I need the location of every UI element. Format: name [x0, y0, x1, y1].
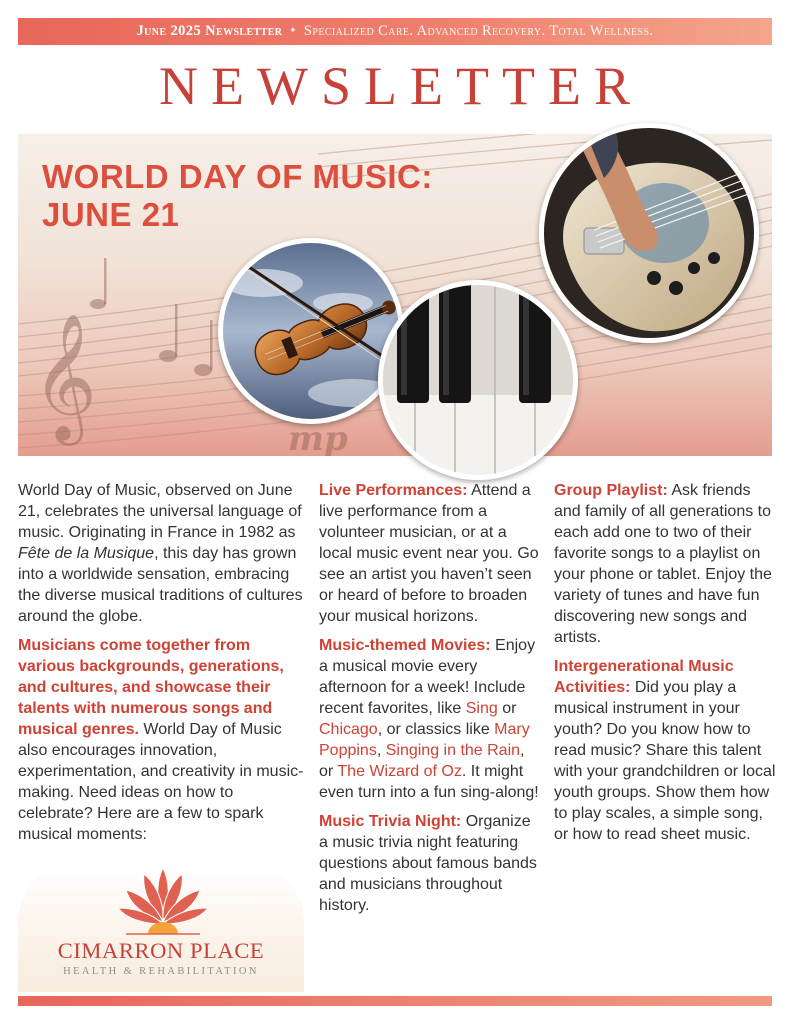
article-column-3: [554, 480, 776, 853]
issue-label: June 2025 Newsletter: [136, 23, 283, 39]
footer-bar: [18, 996, 772, 1006]
header-tagline: Specialized Care. Advanced Recovery. Total Wellness.: [303, 23, 654, 39]
flower-sun-logo: [118, 866, 208, 938]
article-column-2: [319, 480, 541, 924]
violin-photo: [218, 238, 404, 424]
movie-title-sing: Sing: [465, 700, 498, 717]
section-live-performances: Live Performances: Attend a live performance from a volunteer musician, or at a local music event near you. Go see an artist you haven’t seen or heard of before to broaden your musical horizons.: [319, 482, 539, 625]
svg-text:𝄞: 𝄞: [32, 312, 98, 440]
section-intergenerational: Intergenerational Music Activities: Did you play a musical instrument in your youth? Do you know how to read music? Share this talent with your grandchildren or local youth groups. Show them how to play scales, a simple song, or how to read sheet music.: [554, 658, 776, 843]
highlight-paragraph: Musicians come together from various backgrounds, generations, and cultures, and showcase their talents with numerous songs and musical genres. World Day of Music also encourages innovation, experimentation, and creativity in music-making. Need ideas on how to celebrate? Here are a few to spark musical moments:: [18, 637, 304, 843]
section-group-playlist: Group Playlist: Ask friends and family of all generations to each add one to two of their favorite songs to a playlist on your phone or tablet. Enjoy the variety of tunes and have fun discovering new songs and artists.: [554, 482, 772, 646]
logo-subtitle: HEALTH & REHABILITATION: [63, 966, 259, 977]
movie-title-mary-poppins: Mary Poppins: [319, 721, 530, 759]
intro-paragraph: World Day of Music, observed on June 21, celebrates the universal language of music. Originating in France in 1982 as Fête de la Musique, this day has grown into a worldwide sensation, embracing the diverse musical traditions of cultures around the globe.: [18, 482, 303, 625]
movie-title-chicago: Chicago: [319, 721, 378, 738]
hero-title: WORLD DAY OF MUSIC: JUNE 21: [42, 158, 433, 233]
logo: [18, 862, 304, 992]
movie-title-wizard-of-oz: The Wizard of Oz: [337, 763, 462, 780]
header-separator: •: [290, 23, 296, 39]
section-trivia-night: Music Trivia Night: Organize a music trivia night featuring questions about famous bands and musicians throughout history.: [319, 813, 537, 914]
masthead-title: NEWSLETTER: [159, 56, 643, 116]
logo-name: CIMARRON PLACE: [57, 938, 265, 963]
movie-title-singing-in-the-rain: Singing in the Rain: [385, 742, 521, 759]
header-banner: [18, 18, 772, 45]
bass-guitar-photo: [539, 123, 759, 343]
svg-text:mp: mp: [288, 419, 348, 456]
piano-keys-photo: [378, 280, 578, 480]
section-music-movies: Music-themed Movies: Enjoy a musical movie every afternoon for a week! Include recent favorites, like Sing or Chicago, or classics like Mary Poppins, Singing in the Rain, or The Wizard of Oz. It might even turn into a fun sing-along!: [319, 637, 539, 801]
article-column-1: [18, 480, 308, 853]
